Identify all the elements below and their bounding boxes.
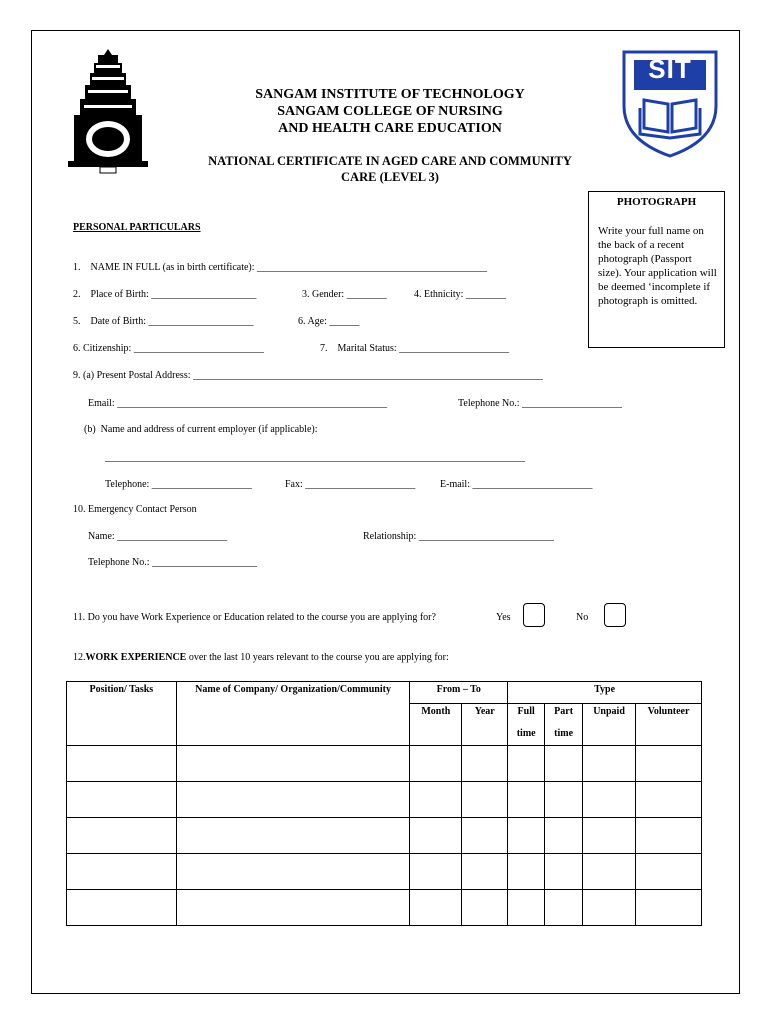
col-header-unpaid: Unpaid	[583, 704, 636, 746]
col-header-position: Position/ Tasks	[67, 682, 177, 746]
course-title: NATIONAL CERTIFICATE IN AGED CARE AND COMMUNITY	[208, 154, 572, 168]
place-of-birth-field[interactable]: 2. Place of Birth: _____________________	[73, 289, 257, 300]
col-header-part-time: Part time	[545, 704, 583, 746]
col-header-company: Name of Company/ Organization/Community	[176, 682, 410, 746]
col-header-month: Month	[410, 704, 462, 746]
photograph-instructions: Write your full name on the back of a recent photograph (Passport size). Your application will be deemed ‘incomplete if photograph is omitted.	[598, 225, 717, 307]
course-level: CARE (LEVEL 3)	[341, 170, 439, 184]
sit-logo-text: SIT	[648, 54, 692, 84]
email-field[interactable]: Email: ______________________________________________________	[88, 398, 388, 409]
col-header-full-time: Full time	[508, 704, 545, 746]
photograph-box[interactable]	[588, 191, 725, 348]
col-header-from-to: From – To	[410, 682, 508, 704]
institute-name: SANGAM INSTITUTE OF TECHNOLOGY	[255, 87, 525, 102]
yes-checkbox[interactable]	[523, 603, 545, 627]
emergency-contact-label: 10. Emergency Contact Person	[73, 504, 197, 515]
yes-label: Yes	[496, 612, 511, 623]
emergency-relationship-field[interactable]: Relationship: ___________________________	[363, 531, 554, 542]
table-row	[67, 854, 702, 890]
employer-fax-field[interactable]: Fax: ______________________	[285, 479, 416, 490]
section-personal-particulars: PERSONAL PARTICULARS	[73, 222, 201, 233]
table-row	[67, 782, 702, 818]
work-experience-question: 11. Do you have Work Experience or Education related to the course you are applying for?	[73, 612, 436, 623]
employer-email-field[interactable]: E-mail: ________________________	[440, 479, 593, 490]
no-checkbox[interactable]	[604, 603, 626, 627]
col-header-year: Year	[462, 704, 508, 746]
name-in-full-field[interactable]: 1. NAME IN FULL (as in birth certificate): ______________________________________________	[73, 262, 488, 273]
emergency-telephone-field[interactable]: Telephone No.: _____________________	[88, 557, 258, 568]
col-header-volunteer: Volunteer	[636, 704, 702, 746]
gender-field[interactable]: 3. Gender: ________	[302, 289, 387, 300]
college-name: SANGAM COLLEGE OF NURSING	[277, 104, 503, 119]
emergency-name-field[interactable]: Name: ______________________	[88, 531, 228, 542]
employer-address-field[interactable]: ____________________________________________________________________________________	[105, 452, 525, 463]
work-experience-table	[66, 681, 702, 926]
employer-telephone-field[interactable]: Telephone: ____________________	[105, 479, 252, 490]
photograph-title: PHOTOGRAPH	[616, 196, 697, 208]
telephone-field[interactable]: Telephone No.: ____________________	[458, 398, 623, 409]
employer-label: (b) Name and address of current employer (if applicable):	[84, 424, 318, 435]
citizenship-field[interactable]: 6. Citizenship: __________________________	[73, 343, 264, 354]
postal-address-field[interactable]: 9. (a) Present Postal Address: ______________________________________________________________________	[73, 370, 543, 381]
temple-logo-icon	[58, 45, 158, 175]
work-experience-heading: 12.WORK EXPERIENCE over the last 10 years relevant to the course you are applying for:	[73, 652, 449, 663]
marital-status-field[interactable]: 7. Marital Status: ______________________	[320, 343, 510, 354]
col-header-type: Type	[508, 682, 702, 704]
age-field[interactable]: 6. Age: ______	[298, 316, 360, 327]
no-label: No	[576, 612, 589, 623]
table-row	[67, 818, 702, 854]
table-row	[67, 890, 702, 926]
date-of-birth-field[interactable]: 5. Date of Birth: _____________________	[73, 316, 254, 327]
table-row	[67, 746, 702, 782]
ethnicity-field[interactable]: 4. Ethnicity: ________	[414, 289, 506, 300]
college-name-2: AND HEALTH CARE EDUCATION	[278, 121, 502, 136]
